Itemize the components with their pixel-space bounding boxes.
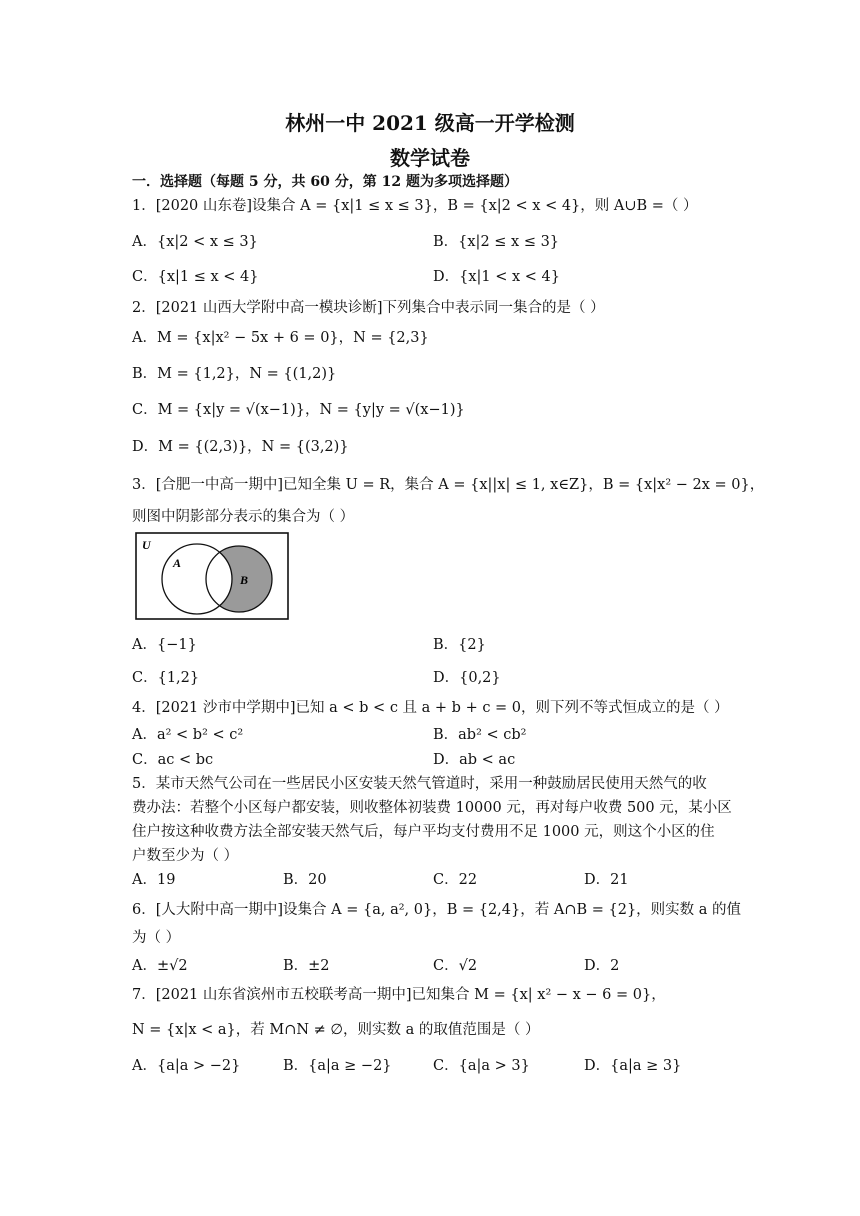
q7-option-c: C．{a|a > 3} xyxy=(433,1058,530,1074)
venn-label-u: U xyxy=(142,538,151,552)
q4-stem: 4．[2021 沙市中学期中]已知 a < b < c 且 a + b + c = 0，则下列不等式恒成立的是（ ） xyxy=(132,700,729,716)
q5-option-c: C．22 xyxy=(433,872,478,888)
q2-stem: 2．[2021 山西大学附中高一模块诊断]下列集合中表示同一集合的是（ ） xyxy=(132,300,605,316)
venn-label-a: A xyxy=(173,556,182,570)
q6-option-a: A．±√2 xyxy=(132,958,188,974)
q1-option-b: B．{x|2 ≤ x ≤ 3} xyxy=(433,234,560,250)
q4-option-c: C．ac < bc xyxy=(132,752,214,768)
q4-option-d: D．ab < ac xyxy=(433,752,516,768)
q1-option-c: C．{x|1 ≤ x < 4} xyxy=(132,269,259,285)
q5-option-a: A．19 xyxy=(132,872,176,888)
q2-option-b: B．M = {1,2}，N = {(1,2)} xyxy=(132,366,337,382)
q1-option-d: D．{x|1 < x < 4} xyxy=(433,269,561,285)
q3-option-c: C．{1,2} xyxy=(132,670,200,686)
q5-stem-line-3: 住户按这种收费方法全部安装天然气后，每户平均支付费用不足 1000 元，则这个小区的住 xyxy=(132,824,715,840)
q3-option-a: A．{−1} xyxy=(132,637,197,653)
q5-option-d: D．21 xyxy=(584,872,629,888)
q6-stem-line-1: 6．[人大附中高一期中]设集合 A = {a, a², 0}，B = {2,4}，若 A∩B = {2}，则实数 a 的值 xyxy=(132,902,742,918)
q2-option-c: C．M = {x|y = √(x−1)}，N = {y|y = √(x−1)} xyxy=(132,402,465,418)
q6-option-c: C．√2 xyxy=(433,958,478,974)
q1-stem: 1．[2020 山东卷]设集合 A = {x|1 ≤ x ≤ 3}，B = {x|2 < x < 4}，则 A∪B =（ ） xyxy=(132,198,698,214)
q5-stem-line-2: 费办法：若整个小区每户都安装，则收整体初装费 10000 元，再对每户收费 500 元，某小区 xyxy=(132,800,732,816)
q6-stem-line-2: 为（ ） xyxy=(132,930,181,946)
q3-stem-line-1: 3．[合肥一中高一期中]已知全集 U = R，集合 A = {x||x| ≤ 1, x∈Z}，B = {x|x² − 2x = 0}， xyxy=(132,477,765,493)
q6-option-d: D．2 xyxy=(584,958,620,974)
q5-option-b: B．20 xyxy=(283,872,327,888)
q3-option-b: B．{2} xyxy=(433,637,486,653)
q6-option-b: B．±2 xyxy=(283,958,330,974)
q2-option-a: A．M = {x|x² − 5x + 6 = 0}，N = {2,3} xyxy=(132,330,429,346)
section-heading: 一．选择题（每题 5 分，共 60 分，第 12 题为多项选择题） xyxy=(132,174,518,190)
q5-stem-line-1: 5．某市天然气公司在一些居民小区安装天然气管道时，采用一种鼓励居民使用天然气的收 xyxy=(132,776,707,792)
venn-label-b: B xyxy=(240,573,249,587)
q4-option-a: A．a² < b² < c² xyxy=(132,727,244,743)
q7-option-b: B．{a|a ≥ −2} xyxy=(283,1058,392,1074)
q7-stem-line-1: 7．[2021 山东省滨州市五校联考高一期中]已知集合 M = {x| x² − x − 6 = 0}， xyxy=(132,987,666,1003)
exam-title: 林州一中 2021 级高一开学检测 xyxy=(285,111,575,135)
q7-stem-line-2: N = {x|x < a}，若 M∩N ≠ ∅，则实数 a 的取值范围是（ ） xyxy=(132,1022,540,1038)
exam-subtitle: 数学试卷 xyxy=(390,146,470,170)
q3-option-d: D．{0,2} xyxy=(433,670,501,686)
q2-option-d: D．M = {(2,3)}，N = {(3,2)} xyxy=(132,439,349,455)
venn-diagram xyxy=(135,532,289,620)
q3-stem-line-2: 则图中阴影部分表示的集合为（ ） xyxy=(132,509,355,525)
q5-stem-line-4: 户数至少为（ ） xyxy=(132,848,239,864)
q4-option-b: B．ab² < cb² xyxy=(433,727,527,743)
q1-option-a: A．{x|2 < x ≤ 3} xyxy=(132,234,258,250)
q7-option-d: D．{a|a ≥ 3} xyxy=(584,1058,682,1074)
q7-option-a: A．{a|a > −2} xyxy=(132,1058,241,1074)
